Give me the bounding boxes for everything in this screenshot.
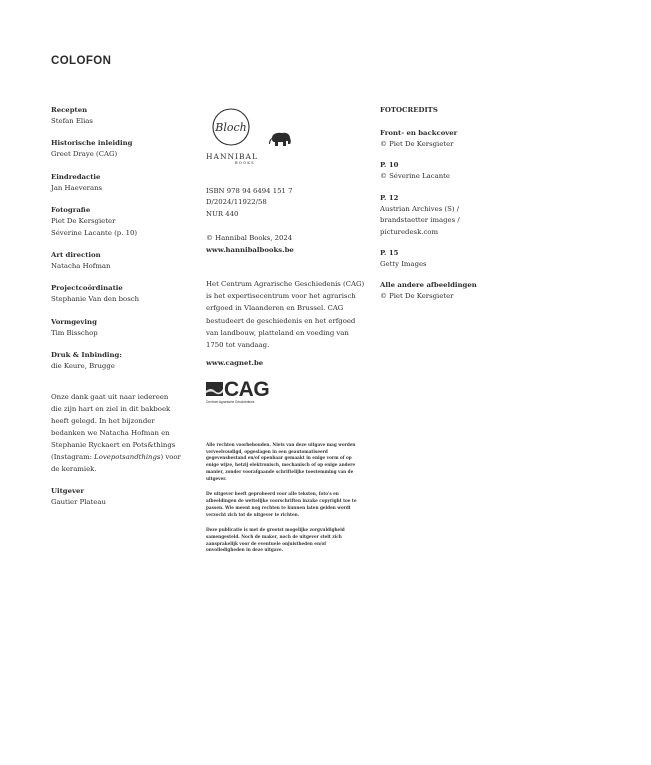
credit-value: Gautier Plateau: [51, 497, 106, 506]
photo-credits-heading: FOTOCREDITS: [380, 106, 438, 114]
photo-credit-value: © Piet De Kersgieter: [380, 140, 454, 148]
credit-value: Séverine Lacante (p. 10): [51, 228, 138, 237]
credit-value: Stephanie Van den bosch: [51, 295, 140, 304]
cag-logo-inner: [206, 377, 270, 404]
copyright-text: © Hannibal Books, 2024: [206, 234, 293, 243]
photo-credit-p12: [380, 193, 490, 238]
photo-credit-label: P. 12: [380, 193, 399, 202]
photo-credit-cover: [380, 128, 490, 150]
acknowledgements-text: Onze dank gaat uit naar iedereen die zijn hart en ziel in dit bakboek heeft gelegd. In het bijzonder bedanken we Natacha Hofman en Stephanie Ryckaert en Pots&things (Instagram:: [51, 392, 176, 461]
credit-label: Historische inleiding: [51, 139, 133, 148]
photo-credit-other: [380, 280, 490, 302]
cag-logo-text: CAG: [224, 377, 270, 401]
instagram-handle: Lovepotsandthings: [94, 452, 161, 461]
cag-logo: [206, 377, 366, 404]
elephant-icon: [269, 131, 293, 147]
acknowledgements-paragraph: [51, 391, 181, 475]
credit-entry-photography: [51, 205, 181, 239]
photo-credit-p10: [380, 160, 490, 182]
credit-entry-history: [51, 138, 181, 160]
page-title: COLOFON: [51, 55, 112, 67]
copyright-block: [206, 233, 366, 256]
photo-credits-column: [380, 105, 490, 313]
cag-website-link[interactable]: www.cagnet.be: [206, 359, 264, 368]
photo-credit-label: Front- en backcover: [380, 129, 458, 137]
isbn-line: D/2024/11922/58: [206, 198, 267, 207]
credit-entry-editing: [51, 172, 181, 194]
photo-credit-value: brandstaetter images /: [380, 216, 460, 225]
cag-logo-subtitle: Centrum Agrarische Geschiedenis: [206, 399, 255, 404]
credit-entry-project-coordination: [51, 283, 181, 305]
bloch-logo-text: Bloch: [215, 121, 247, 134]
credit-value: Tim Bisschop: [51, 328, 98, 337]
isbn-block: [206, 186, 366, 220]
credit-entry-design: [51, 317, 181, 339]
bloch-logo: [211, 107, 251, 147]
legal-paragraph: Alle rechten voorbehouden. Niets van deze uitgave mag worden verveelvoudigd, opgeslagen in een geautomatiseerd gegevensbestand en/of openbaar gemaakt in enige vorm of op enige wijze, hetzij elektronisch, mechanisch of op enige andere manier, zonder voorafgaande schriftelijke toestemming van de uitgever.: [206, 441, 356, 482]
credit-entry-publisher: [51, 486, 181, 508]
publisher-website-link[interactable]: www.hannibalbooks.be: [206, 245, 294, 254]
hannibal-logo-name: HANNIBAL: [206, 152, 258, 161]
photo-credit-p15: [380, 248, 490, 270]
cag-description: Het Centrum Agrarische Geschiedenis (CAG) is het expertisecentrum voor het agrarisch erfgoed in Vlaanderen en Brussel. CAG bestudeert de geschiedenis en het erfgoed van landbouw, platteland en voeding van 1750 tot vandaag.: [206, 280, 365, 350]
credit-label: Uitgever: [51, 486, 85, 495]
legal-notice: [206, 442, 366, 555]
isbn-line: NUR 440: [206, 209, 239, 218]
credit-entry-printing: [51, 350, 181, 372]
credits-column: [51, 105, 181, 519]
photo-credit-value: picturedesk.com: [380, 227, 438, 236]
photo-credit-value: © Piet De Kersgieter: [380, 292, 454, 301]
credit-label: Fotografie: [51, 206, 91, 215]
isbn-line: ISBN 978 94 6494 151 7: [206, 187, 293, 195]
credit-label: Projectcoördinatie: [51, 284, 123, 293]
credit-value: die Keure, Brugge: [51, 362, 115, 371]
photo-credit-label: Alle andere afbeeldingen: [380, 281, 477, 290]
credit-value: Stefan Elias: [51, 117, 93, 125]
credit-label: Vormgeving: [51, 317, 97, 326]
credit-value: Greet Draye (CAG): [51, 150, 118, 159]
credit-entry-recipes: [51, 105, 181, 127]
photo-credit-label: P. 10: [380, 161, 399, 170]
photo-credit-value: Getty Images: [380, 260, 427, 269]
credit-entry-art-direction: [51, 250, 181, 272]
acknowledgements-text-end: ) voor de keramiek.: [51, 452, 181, 473]
cag-mark-icon: [206, 381, 224, 397]
photo-credit-label: P. 15: [380, 249, 399, 258]
credit-label: Druk & Inbinding:: [51, 351, 122, 360]
credit-label: Recepten: [51, 106, 88, 114]
publication-column: [206, 105, 366, 562]
credit-label: Eindredactie: [51, 172, 101, 181]
photo-credit-value: Austrian Archives (S) /: [380, 204, 460, 213]
legal-paragraph: Deze publicatie is met de grootst mogelijke zorgvuldigheid samengesteld. Noch de maker, noch de uitgever stelt zich aansprakelijk voor de eventuele onjuistheden en/of onvolledigheden in deze uitgave.: [206, 526, 345, 553]
credit-value: Natacha Hofman: [51, 262, 111, 271]
photo-credit-value: © Séverine Lacante: [380, 172, 450, 181]
legal-paragraph: De uitgever heeft geprobeerd voor alle teksten, foto's en afbeeldingen de wettelijke voorschriften inzake copyright toe te passen. Wie meent nog rechten te kunnen laten gelden wordt verzocht zich tot de uitgever te richten.: [206, 491, 357, 517]
hannibal-logo-sub: BOOKS: [235, 161, 255, 165]
credit-value: Jan Haeverans: [51, 183, 103, 192]
credit-label: Art direction: [51, 251, 101, 260]
credit-value: Piet De Kersgieter: [51, 217, 116, 226]
